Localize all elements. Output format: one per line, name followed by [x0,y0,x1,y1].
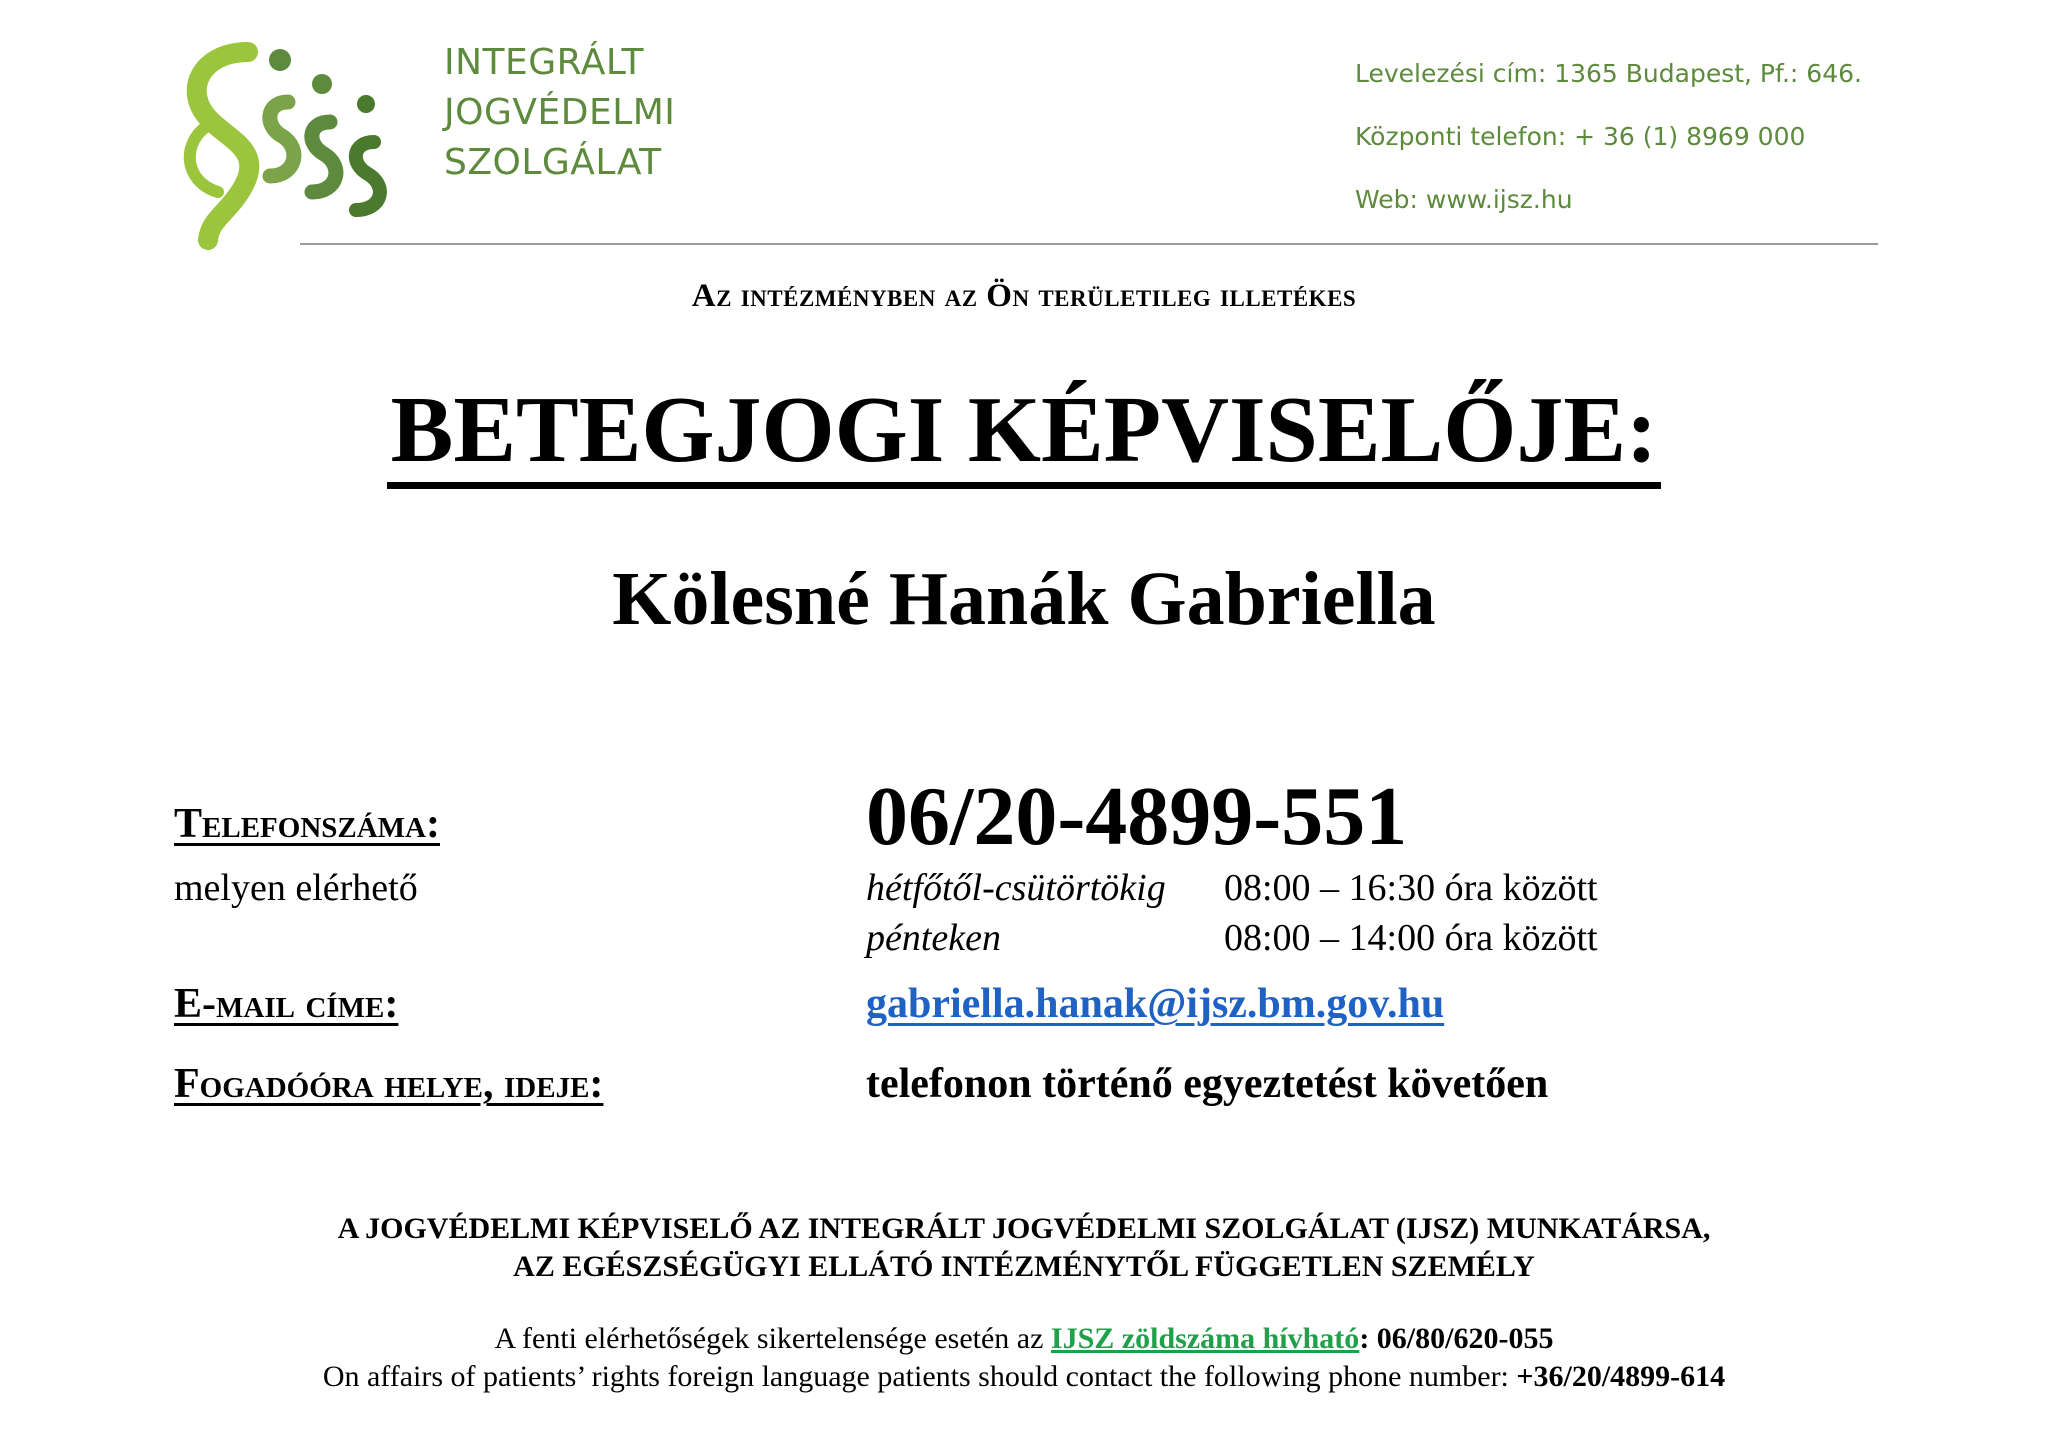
website: Web: www.ijsz.hu [1355,185,1573,214]
reception-label: Fogadóóra helye, ideje: [174,1061,604,1107]
fallback-line [0,1322,2048,1356]
org-name-line-1: INTEGRÁLT [444,42,644,83]
schedule-hours-1: 08:00 – 16:30 óra között [1224,867,1598,909]
green-number: : 06/80/620-055 [1359,1322,1554,1355]
foreign-language-text: On affairs of patients’ rights foreign language patients should contact the following phone number: [322,1360,1517,1393]
central-phone: Központi telefon: + 36 (1) 8969 000 [1355,122,1806,151]
foreign-language-line [0,1360,2048,1394]
fallback-text: A fenti elérhetőségek sikertelensége esetén az [494,1322,1051,1355]
page-title-text: BETEGJOGI KÉPVISELŐJE: [387,378,1662,489]
representative-name: Kölesné Hanák Gabriella [612,557,1436,641]
org-name-line-2: JOGVÉDELMI [444,92,676,133]
independence-notice-line-1: A JOGVÉDELMI KÉPVISELŐ AZ INTEGRÁLT JOGVÉDELMI SZOLGÁLAT (IJSZ) MUNKATÁRSA, [337,1212,1711,1245]
email-link[interactable]: gabriella.hanak@ijsz.bm.gov.hu [866,981,1445,1027]
email-label: E-mail címe: [174,981,399,1027]
org-name-line-3: SZOLGÁLAT [444,142,662,183]
schedule-days-2: pénteken [866,917,1002,959]
schedule-days-1: hétfőtől-csütörtökig [866,867,1166,909]
organization-name [444,38,764,188]
reception-value: telefonon történő egyeztetést követően [866,1061,1549,1107]
reachable-label: melyen elérhető [174,867,418,909]
phone-number: 06/20-4899-551 [866,770,1408,863]
page-title [0,380,2048,480]
schedule-hours-2: 08:00 – 14:00 óra között [1224,917,1598,959]
ijsz-logo-icon [170,42,410,252]
independence-notice-line-2: AZ EGÉSZSÉGÜGYI ELLÁTÓ INTÉZMÉNYTŐL FÜGGETLEN SZEMÉLY [513,1250,1535,1283]
phone-label: Telefonszáma: [174,801,440,847]
green-number-link[interactable]: IJSZ zöldszáma hívható [1050,1322,1360,1355]
intro-text: Az intézményben az Ön területileg illetékes [691,278,1357,314]
mailing-address: Levelezési cím: 1365 Budapest, Pf.: 646. [1355,59,1862,88]
foreign-language-number: +36/20/4899-614 [1516,1360,1726,1393]
contact-block [1355,42,1915,231]
header-divider [300,243,1878,245]
